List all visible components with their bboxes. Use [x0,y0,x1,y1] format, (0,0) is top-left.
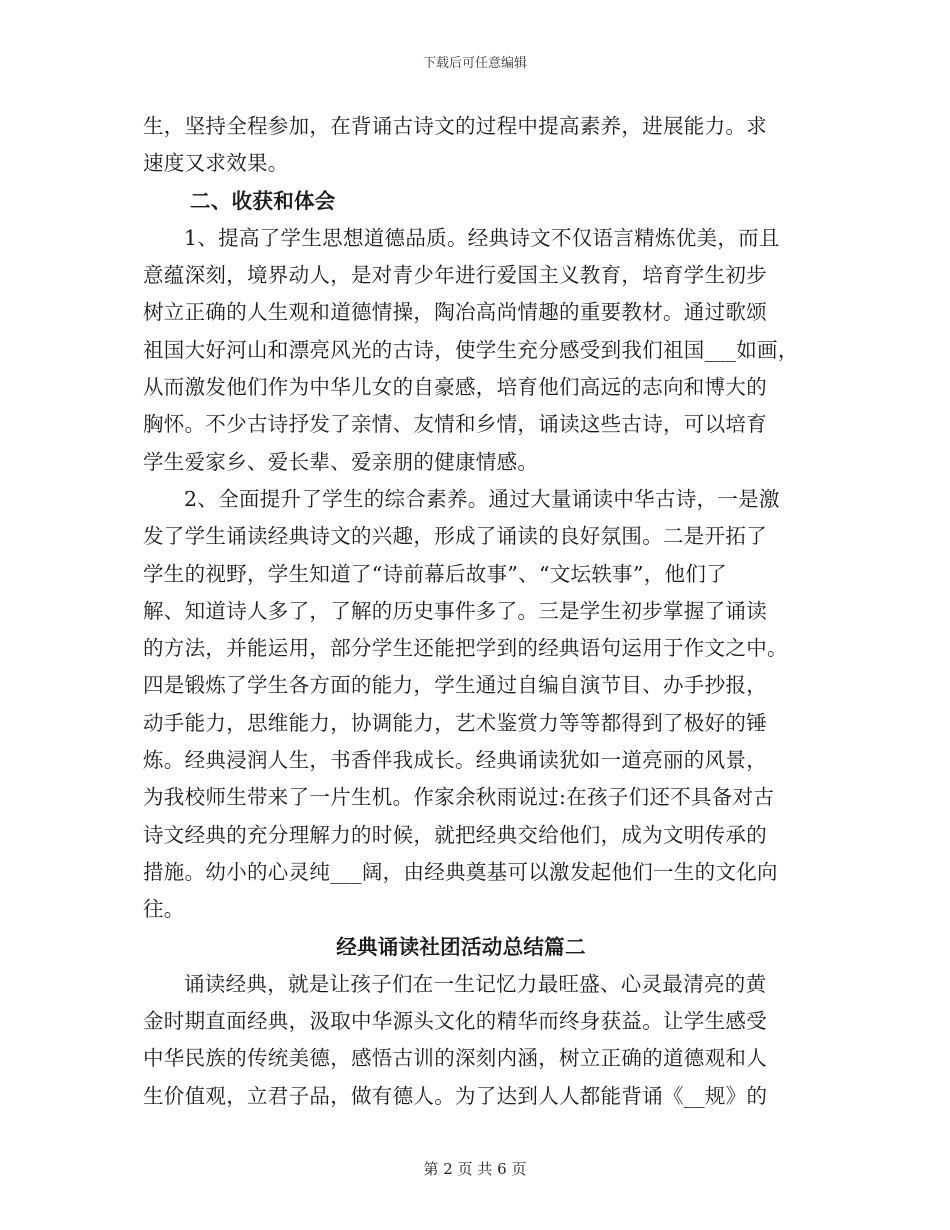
paragraph-first-line: 1、提高了学生思想道德品质。经典诗文不仅语言精炼优美，而且 [184,225,780,250]
body-line: 动手能力，思维能力，协调能力，艺术鉴赏力等等都得到了极好的锤 [143,710,767,735]
document-body [143,108,809,1115]
body-line: 发了学生诵读经典诗文的兴趣，形成了诵读的良好氛围。二是开拓了 [143,524,767,549]
body-line: 诗文经典的充分理解力的时候，就把经典交给他们，成为文明传承的 [143,822,767,847]
body-line: 炼。经典浸润人生，书香伴我成长。经典诵读犹如一道亮丽的风景， [143,748,767,773]
body-line: 速度又求效果。 [143,151,289,176]
body-line: 解、知道诗人多了，了解的历史事件多了。三是学生初步掌握了诵读 [143,598,767,623]
body-line: 胸怀。不少古诗抒发了亲情、友情和乡情，诵读这些古诗，可以培育 [143,412,767,437]
paragraph-first-line: 诵读经典，就是让孩子们在一生记忆力最旺盛、心灵最清亮的黄 [184,971,767,996]
body-line: 学生的视野，学生知道了“诗前幕后故事”、“文坛轶事”，他们了 [143,561,727,586]
body-line: 往。 [143,897,185,922]
paragraph-first-line: 2、全面提升了学生的综合素养。通过大量诵读中华古诗，一是激 [184,486,780,511]
body-line: 树立正确的人生观和道德情操，陶冶高尚情趣的重要教材。通过歌颂 [143,300,767,325]
body-line: 意蕴深刻，境界动人，是对青少年进行爱国主义教育，培育学生初步 [143,263,767,288]
body-line: 的方法，并能运用，部分学生还能把学到的经典语句运用于作文之中。 [143,636,788,661]
page-header: 下载后可任意编辑 [422,56,527,71]
body-line: 措施。幼小的心灵纯___阔，由经典奠基可以激发起他们一生的文化向 [143,859,778,884]
body-line: 学生爱家乡、爱长辈、爱亲朋的健康情感。 [143,449,539,474]
body-line: 金时期直面经典，汲取中华源头文化的精华而终身获益。让学生感受 [143,1009,767,1034]
body-line: 为我校师生带来了一片生机。作家余秋雨说过:在孩子们还不具备对古 [143,785,775,810]
body-line: 从而激发他们作为中华儿女的自豪感，培育他们高远的志向和博大的 [143,375,767,400]
section-title: 经典诵读社团活动总结篇二 [336,934,586,959]
body-line: 四是锻炼了学生各方面的能力，学生通过自编自演节目、办手抄报， [143,673,767,698]
body-line: 生，坚持全程参加，在背诵古诗文的过程中提高素养，进展能力。求 [143,114,767,138]
body-line: 祖国大好河山和漂亮风光的古诗，使学生充分感受到我们祖国___如画， [143,337,799,362]
page-footer: 第 2 页 共 6 页 [423,1160,527,1178]
section-heading: 二、收获和体会 [190,188,336,213]
body-line: 生价值观，立君子品，做有德人。为了达到人人都能背诵《__规》的 [143,1083,768,1108]
body-line: 中华民族的传统美德，感悟古训的深刻内涵，树立正确的道德观和人 [143,1046,767,1071]
